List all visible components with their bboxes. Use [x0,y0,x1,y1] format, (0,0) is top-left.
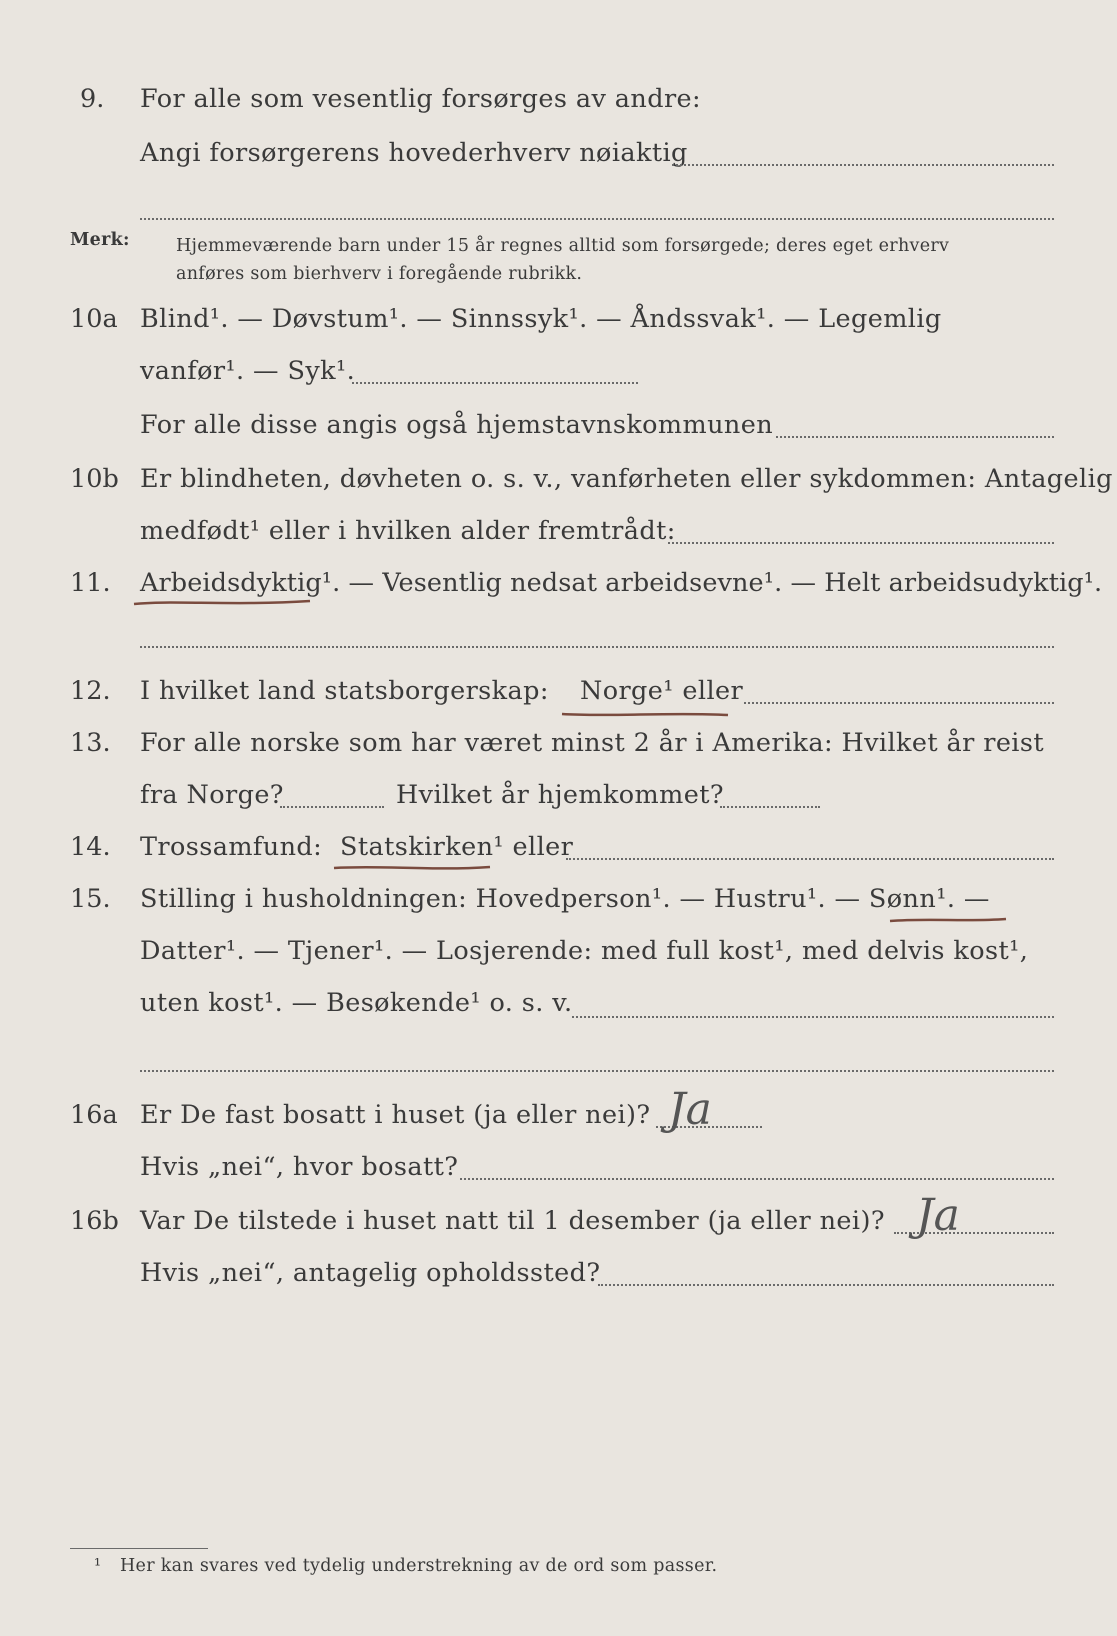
q10a-syk-answer-line[interactable] [352,382,638,384]
q15-underline-mark [888,914,1008,926]
q15-number: 15. [70,884,111,914]
q10a-line3: For alle disse angis også hjemstavnskommunen [140,410,774,440]
q11-number: 11. [70,568,111,598]
q12-line1: I hvilket land statsborgerskap: [140,676,549,706]
q12-answer-line[interactable] [744,702,1054,704]
q13-reist-answer-line[interactable] [280,806,384,808]
q12-underline-mark [560,708,730,720]
q16a-handwritten-answer: Ja [668,1084,712,1135]
q15-answer-line-2[interactable] [140,1070,1054,1072]
q10b-line2: medfødt¹ eller i hvilken alder fremtrådt: [140,516,676,546]
q10a-line2: vanfør¹. — Syk¹. [140,356,356,386]
q15-line1: Stilling i husholdningen: Hovedperson¹. — Hustru¹. — Sønn¹. — [140,884,990,914]
q10b-number: 10b [70,464,119,494]
q13-line2b: Hvilket år hjemkommet? [396,780,724,810]
q16b-line2: Hvis „nei“, antagelig opholdssted? [140,1258,601,1288]
q13-hjemkommet-answer-line[interactable] [720,806,820,808]
q10a-number: 10a [70,304,118,334]
q15-line3: uten kost¹. — Besøkende¹ o. s. v. [140,988,573,1018]
q16b-opholdssted-answer-line[interactable] [598,1284,1054,1286]
q11-answer-line[interactable] [140,646,1054,648]
q13-number: 13. [70,728,111,758]
q16a-bosatt-answer-line[interactable] [460,1178,1054,1180]
q9-answer-line-2[interactable] [140,218,1054,220]
q13-line2a: fra Norge? [140,780,284,810]
q16a-number: 16a [70,1100,118,1130]
q16b-handwritten-answer: Ja [916,1190,960,1241]
q14-answer-line[interactable] [566,858,1054,860]
q14-underline-mark [332,862,492,874]
q12-number: 12. [70,676,111,706]
q16b-number: 16b [70,1206,119,1236]
q11-underline-mark [132,596,312,608]
q9-line1: For alle som vesentlig forsørges av andre: [140,84,702,114]
q9-line2: Angi forsørgerens hovederhverv nøiaktig [140,138,688,168]
q16b-line1: Var De tilstede i huset natt til 1 desember (ja eller nei)? [140,1206,885,1236]
footnote-rule [70,1548,208,1549]
footnote-text: Her kan svares ved tydelig understrekning av de ord som passer. [120,1556,718,1576]
q10a-kommune-answer-line[interactable] [776,436,1054,438]
merk-line1: Hjemmeværende barn under 15 år regnes alltid som forsørgede; deres eget erhverv [176,236,950,256]
q16a-line1: Er De fast bosatt i huset (ja eller nei)? [140,1100,651,1130]
q9-answer-line[interactable] [672,164,1054,166]
q15-line2: Datter¹. — Tjener¹. — Losjerende: med full kost¹, med delvis kost¹, [140,936,1029,966]
q12-answer: Norge¹ eller [580,676,744,706]
q10b-answer-line[interactable] [668,542,1054,544]
merk-label: Merk: [70,230,130,250]
q13-line1: For alle norske som har været minst 2 år i Amerika: Hvilket år reist [140,728,1044,758]
q15-answer-line[interactable] [572,1016,1054,1018]
q10b-line1: Er blindheten, døvheten o. s. v., vanførheten eller sykdommen: Antagelig [140,464,1113,494]
q16a-line2: Hvis „nei“, hvor bosatt? [140,1152,459,1182]
merk-line2: anføres som bierhverv i foregående rubrikk. [176,264,583,284]
q14-number: 14. [70,832,111,862]
footnote-mark: ¹ [94,1556,102,1576]
q11-line1: Arbeidsdyktig¹. — Vesentlig nedsat arbeidsevne¹. — Helt arbeidsudyktig¹. [140,568,1103,598]
q10a-line1: Blind¹. — Døvstum¹. — Sinnssyk¹. — Åndssvak¹. — Legemlig [140,304,942,334]
q14-line1: Trossamfund: [140,832,323,862]
q14-option: Statskirken¹ eller [340,832,574,862]
q9-number: 9. [80,84,105,114]
